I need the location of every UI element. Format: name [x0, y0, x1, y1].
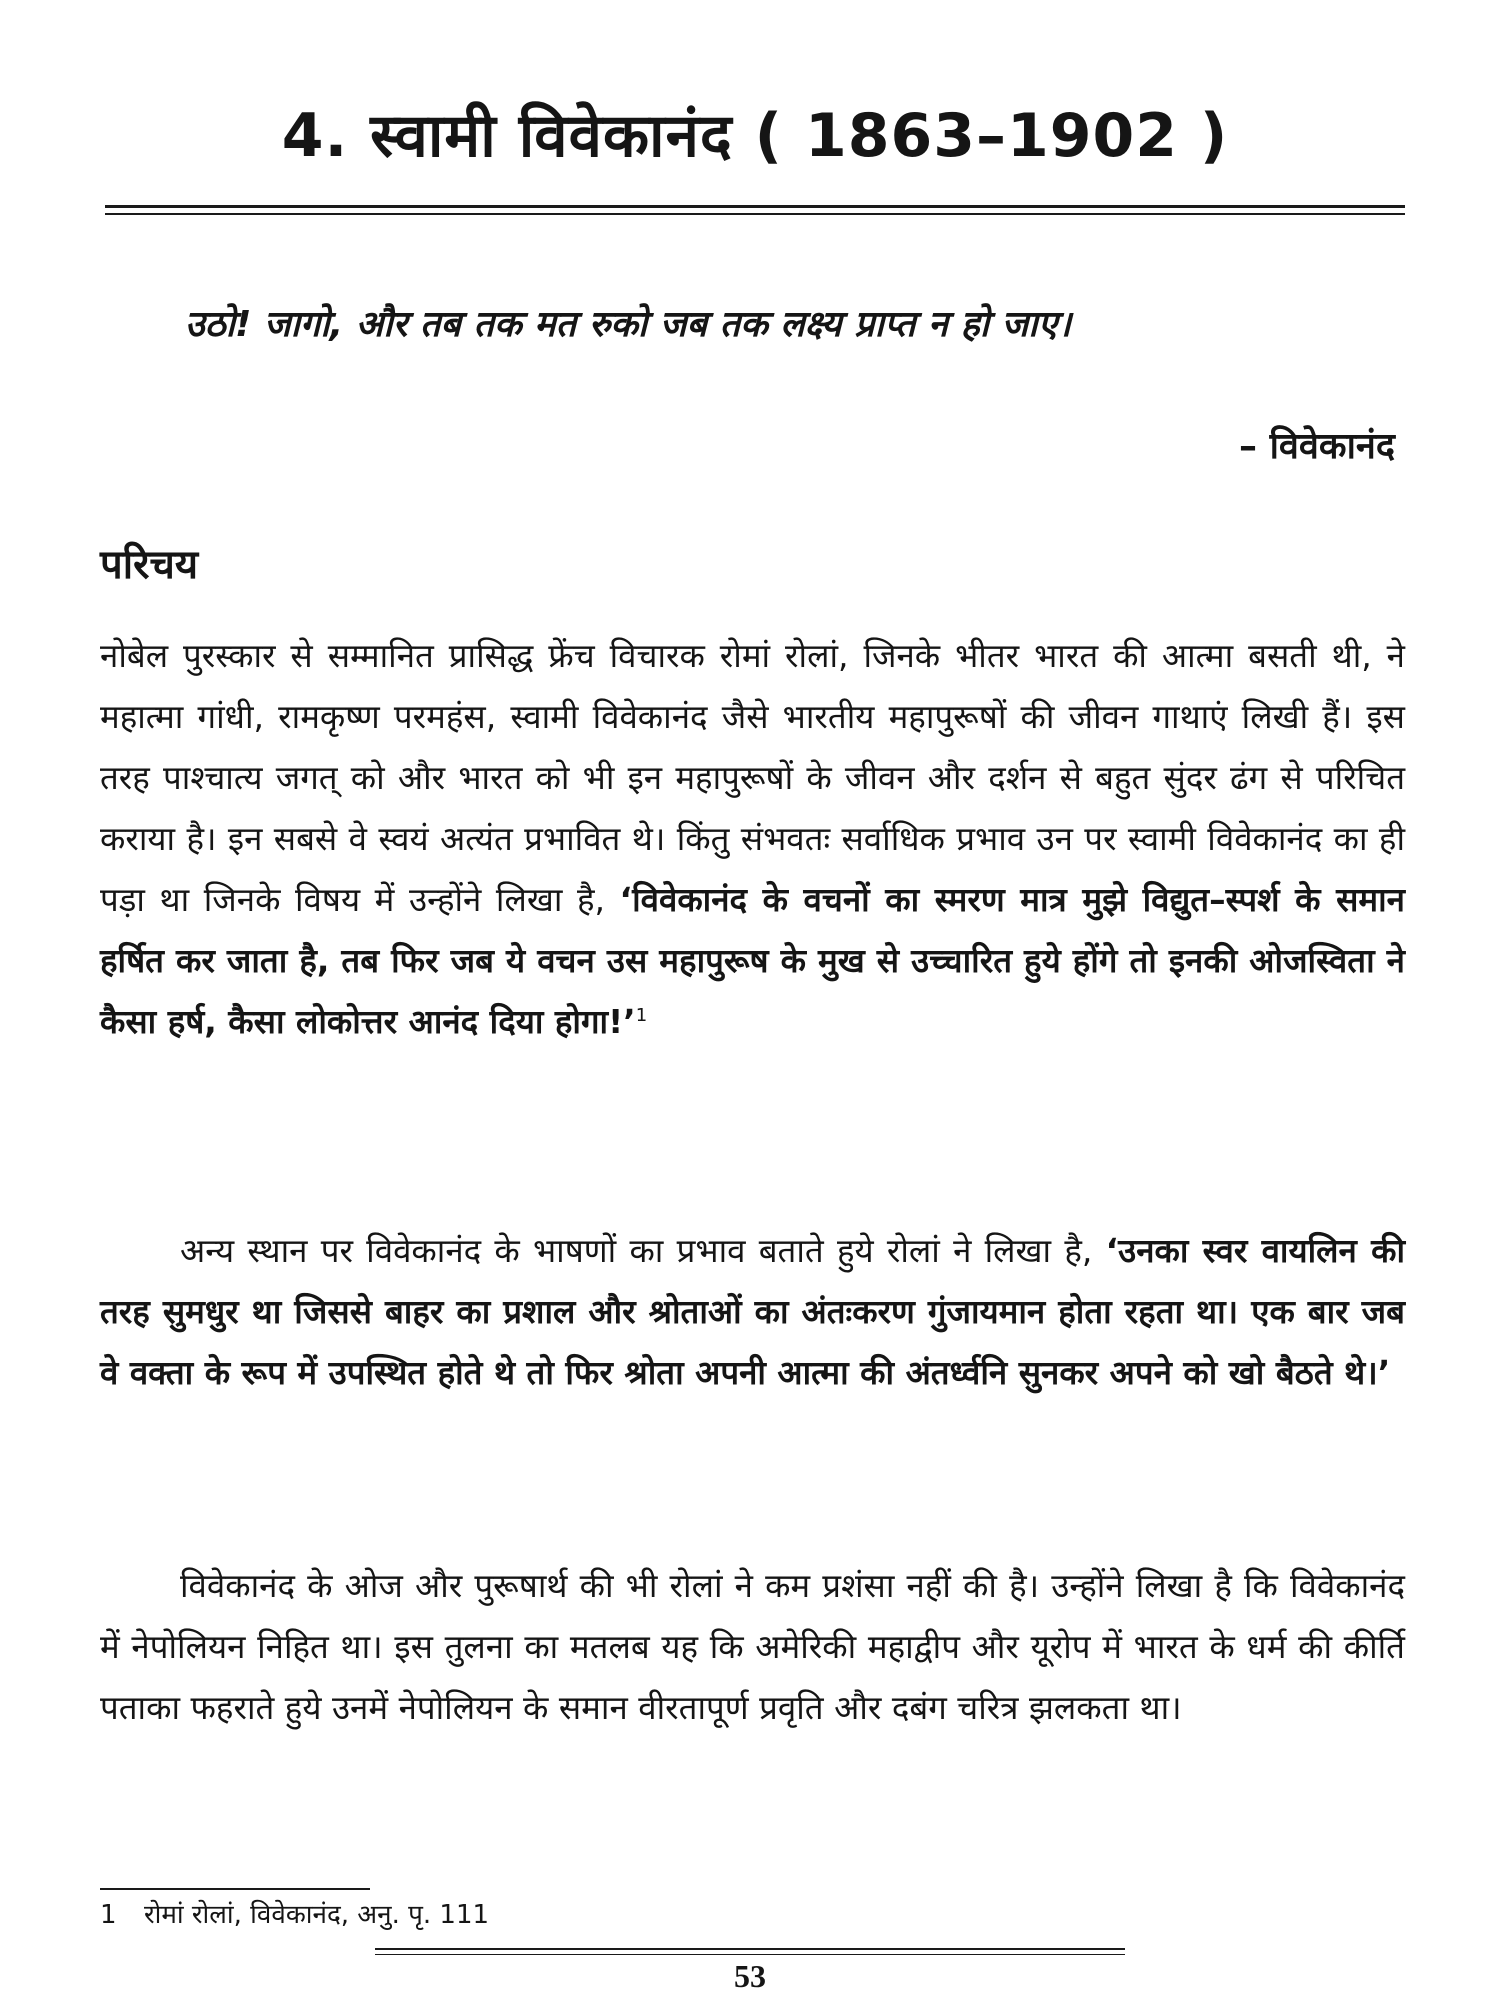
paragraph-2-quote: ‘उनका स्वर वायलिन की तरह सुमधुर था जिससे बाहर का प्रशाल और श्रोताओं का अंतःकरण गुंजायमान होता रहता था। एक बार जब वे वक्ता के रूप में उपस्थित होते थे तो फिर श्रोता अपनी आत्मा की अंतर्ध्वनि सुनकर अपने को खो बैठते थे।’ [100, 1231, 1405, 1392]
footnote [100, 1895, 489, 1931]
page-number: 53 [734, 1958, 766, 1994]
paragraph-1-quote: ‘विवेकानंद के वचनों का स्मरण मात्र मुझे विद्युत–स्पर्श के समान हर्षित कर जाता है, तब फिर जब ये वचन उस महापुरूष के मुख से उच्चारित हुये होंगे तो इनकी ओजस्विता ने कैसा हर्ष, कैसा लोकोत्तर आनंद दिया होगा!’ [100, 880, 1406, 1041]
footnote-text: रोमां रोलां, विवेकानंद, अनु. पृ. 111 [144, 1900, 490, 1930]
paragraph-1-text: नोबेल पुरस्कार से सम्मानित प्रासिद्ध फ्रेंच विचारक रोमां रोलां, जिनके भीतर भारत की आत्मा बसती थी, ने महात्मा गांधी, रामकृष्ण परमहंस, स्वामी विवेकानंद जैसे भारतीय महापुरूषों की जीवन गाथाएं लिखी हैं। इस तरह पाश्चात्य जगत् को और भारत को भी इन महापुरूषों के जीवन और दर्शन से बहुत सुंदर ढंग से परिचित कराया है। इन सबसे वे स्वयं अत्यंत प्रभावित थे। किंतु संभवतः सर्वाधिक प्रभाव उन पर स्वामी विवेकानंद का ही पड़ा था जिनके विषय में उन्होंने लिखा है, [100, 636, 1405, 919]
footnote-number: 1 [100, 1900, 117, 1930]
chapter-title: 4. स्वामी विवेकानंद ( 1863–1902 ) [281, 101, 1229, 171]
section-heading: परिचय [100, 542, 199, 588]
epigraph-attribution: – विवेकानंद [1239, 426, 1395, 467]
page-number-divider [375, 1948, 1125, 1958]
footnote-reference: 1 [635, 1005, 648, 1026]
paragraph-1 [100, 625, 1405, 1052]
epigraph-quote: उठो! जागो, और तब तक मत रुको जब तक लक्ष्य प्राप्त न हो जाए। [185, 304, 1072, 345]
title-divider [105, 205, 1405, 219]
paragraph-2 [100, 1220, 1405, 1403]
paragraph-3: विवेकानंद के ओज और पुरूषार्थ की भी रोलां ने कम प्रशंसा नहीं की है। उन्होंने लिखा है कि विवेकानंद में नेपोलियन निहित था। इस तुलना का मतलब यह कि अमेरिकी महाद्वीप और यूरोप में भारत के धर्म की कीर्ति पताका फहराते हुये उनमें नेपोलियन के समान वीरतापूर्ण प्रवृति और दबंग चरित्र झलकता था। [100, 1566, 1405, 1727]
paragraph-2-text: अन्य स्थान पर विवेकानंद के भाषणों का प्रभाव बताते हुये रोलां ने लिखा है, [180, 1231, 1106, 1270]
footnote-divider [100, 1888, 370, 1890]
